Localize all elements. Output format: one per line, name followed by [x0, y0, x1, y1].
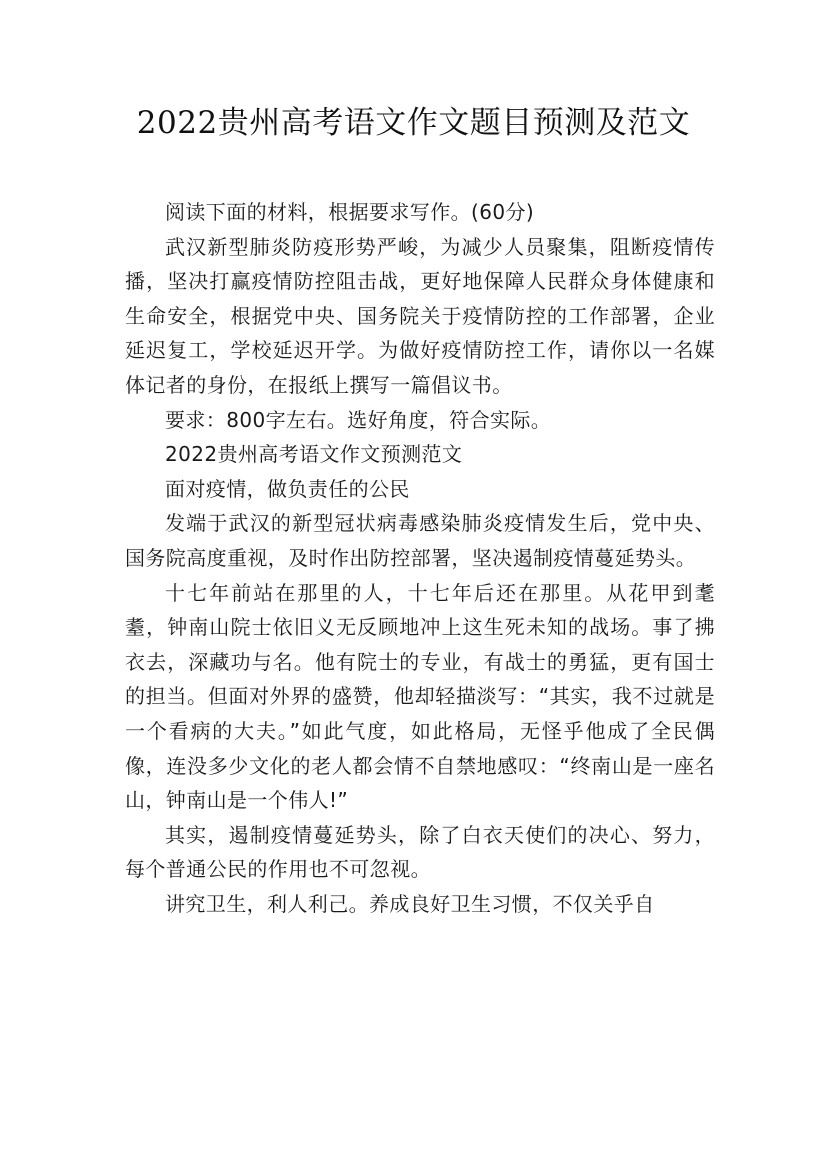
paragraph-essay-1: 发端于武汉的新型冠状病毒感染肺炎疫情发生后，党中央、国务院高度重视，及时作出防控部署，坚决遏制疫情蔓延势头。	[125, 511, 715, 570]
paragraph-requirements: 要求：800字左右。选好角度，符合实际。	[165, 407, 552, 432]
paragraph-prompt-material: 武汉新型肺炎防疫形势严峻，为减少人员聚集，阻断疫情传播，坚决打赢疫情防控阻击战，更好地保障人民群众身体健康和生命安全，根据党中央、国务院关于疫情防控的工作部署，企业延迟复工，学校延迟开学。为做好疫情防控工作，请你以一名媒体记者的身份，在报纸上撰写一篇倡议书。	[125, 234, 715, 397]
paragraph-prompt-intro: 阅读下面的材料，根据要求写作。(60分)	[165, 200, 535, 224]
paragraph-essay-title: 面对疫情，做负责任的公民	[165, 476, 410, 501]
document-title: 2022贵州高考语文作文题目预测及范文	[136, 105, 691, 141]
paragraph-essay-4: 讲究卫生，利人利己。养成良好卫生习惯，不仅关乎自	[165, 891, 655, 916]
paragraph-essay-2: 十七年前站在那里的人，十七年后还在那里。从花甲到耄耋，钟南山院士依旧义无反顾地冲上这生死未知的战场。事了拂衣去，深藏功与名。他有院士的专业，有战士的勇猛，更有国士的担当。但面对外界的盛赞，他却轻描淡写：“其实，我不过就是一个看病的大夫。”如此气度，如此格局，无怪乎他成了全民偶像，连没多少文化的老人都会情不自禁地感叹：“终南山是一座名山，钟南山是一个伟人!”	[125, 580, 715, 813]
document-body	[125, 195, 715, 921]
paragraph-sample-heading: 2022贵州高考语文作文预测范文	[165, 442, 463, 467]
paragraph-essay-3: 其实，遏制疫情蔓延势头，除了白衣天使们的决心、努力，每个普通公民的作用也不可忽视。	[125, 822, 715, 882]
